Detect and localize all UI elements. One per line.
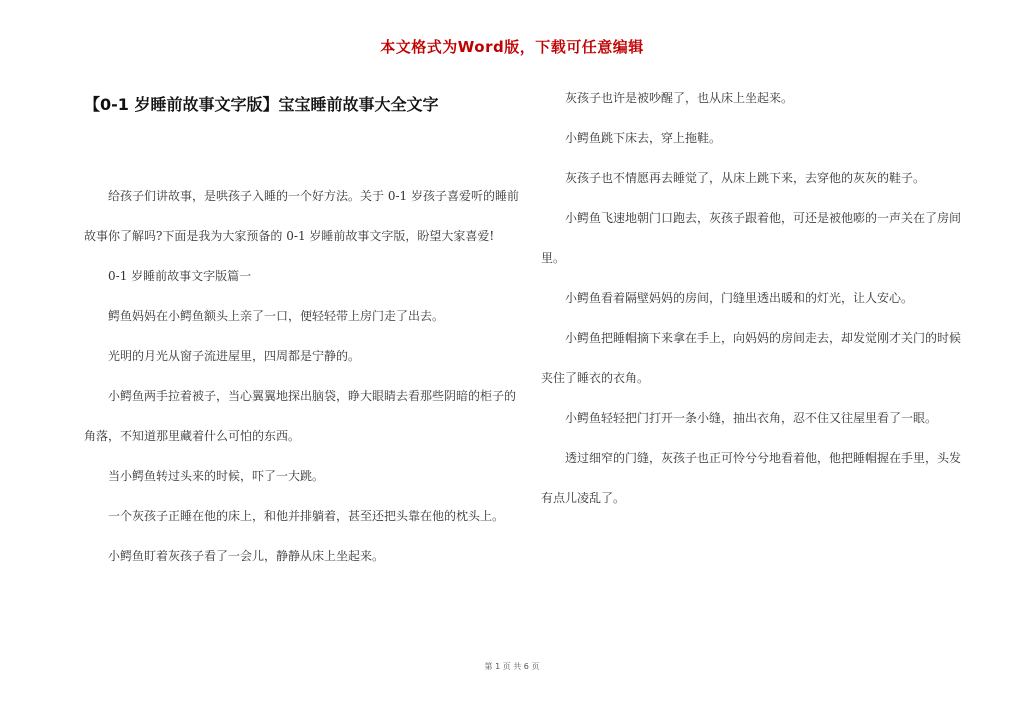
left-column xyxy=(84,176,520,576)
document-title: 【0-1 岁睡前故事文字版】宝宝睡前故事大全文字 xyxy=(84,95,439,114)
paragraph: 小鳄鱼跳下床去，穿上拖鞋。 xyxy=(565,131,722,145)
paragraph: 透过细窄的门缝，灰孩子也正可怜兮兮地看着他，他把睡帽握在手里，头发有点儿凌乱了。 xyxy=(541,451,962,505)
download-banner: 本文格式为Word版，下载可任意编辑 xyxy=(380,38,644,56)
right-column xyxy=(541,78,961,518)
paragraph: 小鳄鱼两手拉着被子，当心翼翼地探出脑袋，睁大眼睛去看那些阴暗的柜子的角落，不知道那里藏着什么可怕的东西。 xyxy=(84,389,517,443)
paragraph: 鳄鱼妈妈在小鳄鱼额头上亲了一口，便轻轻带上房门走了出去。 xyxy=(108,309,445,323)
paragraph: 小鳄鱼看着隔壁妈妈的房间，门缝里透出暖和的灯光，让人安心。 xyxy=(565,291,914,305)
paragraph: 灰孩子也不情愿再去睡觉了，从床上跳下来，去穿他的灰灰的鞋子。 xyxy=(565,171,926,185)
paragraph: 小鳄鱼盯着灰孩子看了一会儿，静静从床上坐起来。 xyxy=(108,549,385,563)
paragraph: 小鳄鱼飞速地朝门口跑去，灰孩子跟着他，可还是被他嘭的一声关在了房间里。 xyxy=(541,211,962,265)
paragraph: 当小鳄鱼转过头来的时候，吓了一大跳。 xyxy=(108,469,325,483)
section-heading: 0-1 岁睡前故事文字版篇一 xyxy=(108,269,252,283)
paragraph: 小鳄鱼把睡帽摘下来拿在手上，向妈妈的房间走去，却发觉刚才关门的时候夹住了睡衣的衣角。 xyxy=(541,331,962,385)
paragraph: 给孩子们讲故事，是哄孩子入睡的一个好方法。关于 0-1 岁孩子喜爱听的睡前故事你了解吗?下面是我为大家预备的 0-1 岁睡前故事文字版，盼望大家喜爱! xyxy=(84,189,519,243)
paragraph: 一个灰孩子正睡在他的床上，和他并排躺着，甚至还把头靠在他的枕头上。 xyxy=(108,509,505,523)
paragraph: 灰孩子也许是被吵醒了，也从床上坐起来。 xyxy=(565,91,794,105)
paragraph: 小鳄鱼轻轻把门打开一条小缝，抽出衣角，忍不住又往屋里看了一眼。 xyxy=(565,411,938,425)
paragraph: 光明的月光从窗子流进屋里，四周都是宁静的。 xyxy=(108,349,361,363)
page-number: 第 1 页 共 6 页 xyxy=(484,662,540,671)
